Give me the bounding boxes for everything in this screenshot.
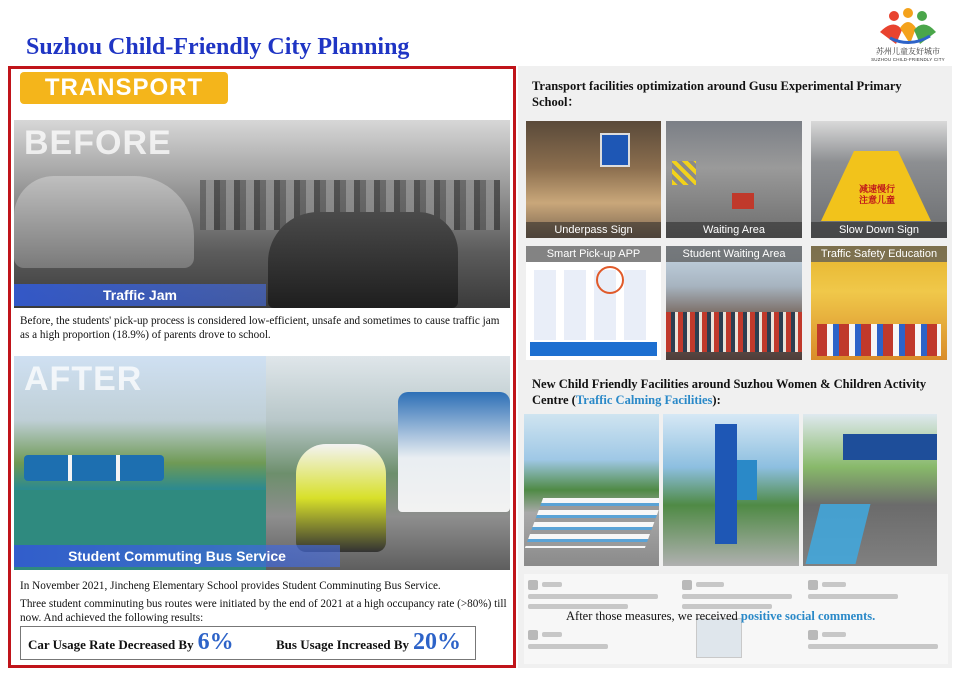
tile-label: Underpass Sign [526, 222, 661, 238]
section2-title-a: New Child Friendly Facilities around Suzhou Women & Children Activity Centre ( [532, 377, 927, 407]
bus-usage-result [276, 629, 461, 656]
comment-line [542, 632, 562, 637]
tile-label: Waiting Area [666, 222, 802, 238]
police-motorcycle-shape [296, 444, 386, 552]
logo-figures-icon [866, 8, 950, 48]
comment-line [808, 594, 898, 599]
slow-down-sign-tile [811, 121, 947, 238]
comment-line [528, 594, 658, 599]
before-paragraph: Before, the students' pick-up process is considered low-efficient, unsafe and sometimes to cause traffic jam as a high proportion (18.9%) of parents drove to school. [20, 315, 500, 341]
student-waiting-area-tile [666, 246, 802, 360]
slow-down-line-1: 减速慢行 [858, 185, 895, 195]
after-paragraph-2: Three student comminuting bus routes were initiated by the end of 2021 at a high occupancy rate (>80%) till now. And achieved the following results: [20, 598, 507, 624]
waiting-area-sign [732, 193, 754, 209]
avatar [808, 580, 818, 590]
section1-title: Transport facilities optimization around Gusu Experimental Primary School： [532, 79, 902, 109]
tile-label: Student Waiting Area [666, 246, 802, 262]
section2-title [532, 376, 944, 408]
tile-label: Smart Pick-up APP [526, 246, 661, 262]
app-banner [530, 342, 657, 356]
road-sign-shape [600, 133, 630, 167]
bus-shape [398, 392, 510, 512]
car-usage-value: 6% [197, 629, 234, 655]
roadside-sign-photo [663, 414, 799, 566]
after-overlay-word: AFTER [24, 360, 143, 398]
after-paragraph-1: In November 2021, Jincheng Elementary School provides Student Comminuting Bus Service. [20, 580, 441, 592]
logo-text-cn: 苏州儿童友好城市 [876, 47, 940, 56]
children-shape [817, 324, 941, 356]
car-shape [14, 176, 194, 268]
crosswalk-photo [524, 414, 659, 566]
smart-pickup-app-tile [526, 246, 661, 360]
comment-line [696, 582, 724, 587]
tile-label: Slow Down Sign [811, 222, 947, 238]
transport-badge: TRANSPORT [20, 72, 228, 104]
comment-line [808, 644, 938, 649]
blue-crosswalk-marking [525, 498, 659, 548]
yellow-box-marking [672, 161, 696, 185]
car-shape [268, 212, 458, 308]
comments-caption [566, 609, 875, 624]
bus-usage-value: 20% [413, 629, 462, 655]
slow-down-text [847, 185, 907, 207]
app-icon-grid [534, 270, 652, 340]
sign-pole-shape [715, 424, 737, 544]
waiting-area-tile [666, 121, 802, 238]
comment-line [542, 582, 562, 587]
comment-photo [696, 618, 742, 658]
avatar [528, 580, 538, 590]
shelter-roof-shape [843, 434, 937, 460]
app-highlight-circle [596, 266, 624, 294]
before-overlay-word: BEFORE [24, 124, 172, 162]
comment-line [528, 644, 608, 649]
tile-label: Traffic Safety Education [811, 246, 947, 262]
avatar [528, 630, 538, 640]
section2-title-highlight: Traffic Calming Facilities [575, 393, 713, 407]
bus-usage-label: Bus Usage Increased By [276, 637, 410, 652]
traffic-jam-caption: Traffic Jam [14, 284, 266, 306]
avatar [682, 580, 692, 590]
bus-row-shape [24, 455, 164, 481]
bus-service-caption: Student Commuting Bus Service [14, 545, 340, 567]
traffic-safety-education-tile [811, 246, 947, 360]
slow-down-line-2: 注意儿童 [858, 196, 895, 206]
section2-title-b: ): [712, 393, 721, 407]
page-title: Suzhou Child-Friendly City Planning [26, 34, 410, 60]
info-sign-shape [737, 460, 757, 500]
underpass-sign-tile [526, 121, 661, 238]
comments-caption-highlight: positive social comments. [740, 609, 876, 623]
student-crowd-shape [666, 312, 802, 352]
blue-road-marking [806, 504, 871, 564]
comment-line [822, 582, 846, 587]
comment-line [822, 632, 846, 637]
avatar [808, 630, 818, 640]
comment-line [682, 594, 792, 599]
logo-text-en: SUZHOU CHILD-FRIENDLY CITY [871, 57, 945, 62]
comments-caption-a: After those measures, we received [566, 609, 741, 623]
car-usage-result [28, 629, 234, 656]
bus-shelter-photo [803, 414, 937, 566]
car-usage-label: Car Usage Rate Decreased By [28, 637, 194, 652]
